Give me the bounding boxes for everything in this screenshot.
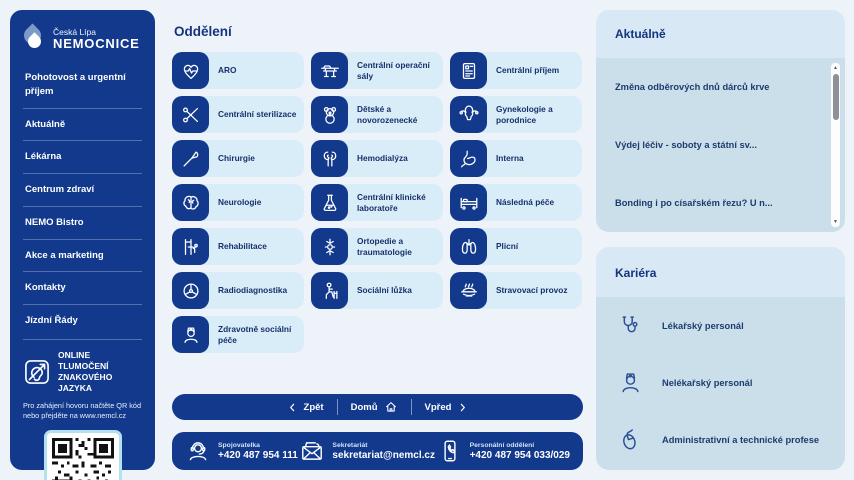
news-item-2[interactable]: Výdej léčiv - soboty a státní sv... [615,140,757,150]
document-icon [458,60,480,82]
sidebar [10,10,155,470]
career-item-medical[interactable] [596,297,845,354]
flask-icon [319,192,341,214]
stomach-icon [458,148,480,170]
sidebar-item-centrum-zdravi[interactable]: Centrum zdraví [23,173,142,206]
dept-label: Rehabilitace [218,241,267,252]
contact-hr [437,438,570,464]
contact-value: +420 487 954 111 [218,449,298,461]
dept-button-neurologie[interactable] [172,184,304,221]
home-label: Domů [350,401,378,413]
career-list [596,297,845,470]
sidebar-item-pohotovost[interactable]: Pohotovost a urgentní příjem [25,72,126,97]
scalpel-icon [180,148,202,170]
scrollbar-thumb[interactable] [833,74,839,120]
stethoscope-icon [615,312,645,339]
chevron-right-icon [457,402,468,413]
career-label: Nelékařský personál [662,377,753,388]
dept-label: Ortopedie a traumatologie [357,235,412,257]
career-item-admin[interactable] [596,411,845,468]
dept-label: Neurologie [218,197,262,208]
parallel-bars-icon [180,236,202,258]
sidebar-item-aktualne[interactable]: Aktuálně [23,108,142,141]
dept-label: Plicní [496,241,519,252]
home-button[interactable] [337,399,411,415]
qr-code [44,430,122,480]
dept-label: Dětské a novorozenecké [357,103,418,125]
dept-button-nasledna-pece[interactable] [450,184,582,221]
news-panel [596,10,845,232]
dept-label: Interna [496,153,524,164]
dept-button-hemodialyza[interactable] [311,140,443,177]
kidney-icon [319,148,341,170]
dept-button-operacni-saly[interactable] [311,52,443,89]
career-panel [596,247,845,470]
joint-icon [319,236,341,258]
radiation-icon [180,280,202,302]
dept-label: Centrální operační sály [357,59,430,81]
back-button[interactable] [274,399,337,415]
main-content [172,22,583,353]
sidebar-item-nemo-bistro[interactable]: NEMO Bistro [23,206,142,239]
nurse-icon [180,324,202,346]
dept-label: Zdravotně sociální péče [218,323,292,345]
dept-label: ARO [218,65,237,76]
interpreter-title-line1: ONLINE TLUMOČENÍ [58,349,109,371]
dept-button-aro[interactable] [172,52,304,89]
heart-pulse-icon [180,60,202,82]
contact-secretariat [299,438,435,464]
interpreter-title-line2: ZNAKOVÉHO JAZYKA [58,371,113,394]
dept-button-chirurgie[interactable] [172,140,304,177]
dept-button-detske[interactable] [311,96,443,133]
chevron-left-icon [287,402,298,413]
dept-label: Centrální příjem [496,65,560,76]
sidebar-item-jizdni-rady[interactable]: Jízdní Řády [23,304,142,337]
lungs-icon [458,236,480,258]
walker-person-icon [319,280,341,302]
contact-label: Spojovatelka [218,441,260,449]
news-item-3[interactable]: Bonding i po císařském řezu? U n... [615,198,773,208]
interpreter-description: Pro zahájení hovoru načtěte QR kód nebo přejděte na www.nemcl.cz [23,401,142,421]
news-item-1[interactable]: Změna odběrových dnů dárců krve [615,82,770,92]
dept-button-interna[interactable] [450,140,582,177]
career-label: Administrativní a technické profese [662,434,820,445]
dept-label: Centrální sterilizace [218,109,297,120]
forward-label: Vpřed [424,401,452,413]
career-title: Kariéra [615,266,657,280]
hospital-logo [23,22,142,62]
department-grid [172,52,583,353]
news-list [596,58,845,232]
sign-language-interpreting-icon [23,358,51,386]
water-drop-icon [23,26,47,52]
teddy-bear-icon [319,104,341,126]
nurse-icon [615,369,645,396]
logo-name: NEMOCNICE [53,35,140,51]
dept-button-socialni-luzka[interactable] [311,272,443,309]
career-header [596,247,845,297]
operator-headset-icon [185,438,211,464]
page-title: Oddělení [174,24,232,39]
career-item-nonmedical[interactable] [596,354,845,411]
scroll-up-icon[interactable]: ▲ [833,65,838,71]
contact-value: +420 487 954 033/029 [469,449,570,461]
smartphone-call-icon [437,438,463,464]
scissors-icon [180,104,202,126]
envelope-icon [299,438,325,464]
dept-button-laboratore[interactable] [311,184,443,221]
news-header [596,10,845,58]
dept-label: Stravovací provoz [496,285,568,296]
sidebar-item-akce-marketing[interactable]: Akce a marketing [23,239,142,272]
dept-label: Gynekologie a porodnice [496,103,553,125]
operating-table-icon [319,60,341,82]
sign-language-block [23,339,142,480]
dept-label: Sociální lůžka [357,285,412,296]
dept-button-zdravotne-socialni[interactable] [172,316,304,353]
logo-city: Česká Lípa [53,26,96,37]
dept-button-centralni-prijem[interactable] [450,52,582,89]
contact-bar [172,432,583,470]
forward-button[interactable] [411,399,482,415]
contact-value: sekretariat@nemcl.cz [332,449,435,461]
dept-button-stravovaci-provoz[interactable] [450,272,582,309]
sidebar-item-lekarna[interactable]: Lékárna [23,140,142,173]
contact-label: Sekretariát [332,441,368,449]
contact-label: Personální oddělení [469,441,535,449]
back-label: Zpět [303,401,324,413]
dept-button-plicni[interactable] [450,228,582,265]
computer-mouse-icon [615,426,645,453]
career-label: Lékařský personál [662,320,744,331]
dept-label: Hemodialýza [357,153,408,164]
home-icon [384,400,398,414]
hospital-bed-icon [458,192,480,214]
dept-button-ortopedie[interactable] [311,228,443,265]
news-scrollbar[interactable] [831,63,840,227]
sidebar-nav [23,62,142,337]
dept-label: Chirurgie [218,153,255,164]
dept-button-gynekologie[interactable] [450,96,582,133]
brain-icon [180,192,202,214]
uterus-icon [458,104,480,126]
sidebar-item-kontakty[interactable]: Kontakty [23,271,142,304]
dept-label: Centrální klinické laboratoře [357,191,426,213]
contact-operator [185,438,298,464]
dept-button-rehabilitace[interactable] [172,228,304,265]
dept-label: Následná péče [496,197,555,208]
food-service-icon [458,280,480,302]
scroll-down-icon[interactable]: ▼ [833,219,838,225]
dept-label: Radiodiagnostika [218,285,288,296]
navigation-bar [172,394,583,420]
dept-button-sterilizace[interactable] [172,96,304,133]
news-title: Aktuálně [615,27,666,41]
dept-button-radiodiagnostika[interactable] [172,272,304,309]
